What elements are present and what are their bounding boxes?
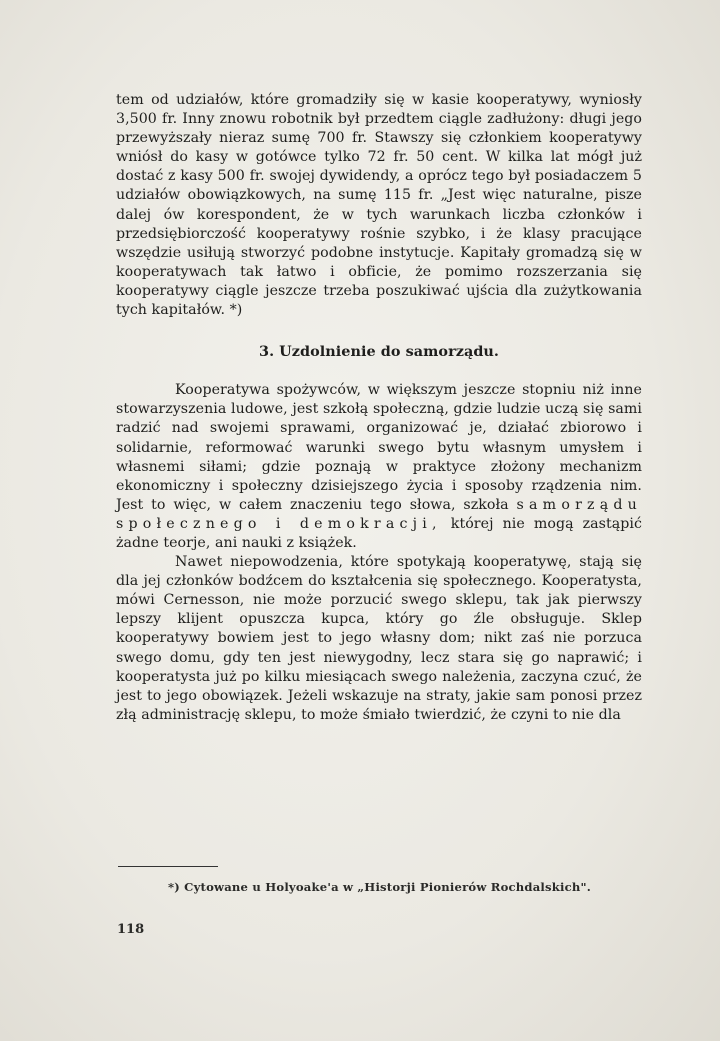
footnote: *) Cytowane u Holyoake'a w „Historji Pionierów Rochdalskich".: [168, 880, 591, 894]
page-number: 118: [117, 922, 145, 937]
section-heading: 3. Uzdolnienie do samorządu.: [259, 343, 499, 361]
footnote-divider: [118, 866, 218, 867]
paragraph: [116, 381, 642, 553]
paragraph-continued: [116, 91, 642, 320]
paragraph-text: której nie mogą zastąpić żadne teorje, ani nauki z książek.: [116, 515, 642, 551]
paragraph-text: tem od udziałów, które gromadziły się w kasie kooperatywy, wyniosły 3,500 fr. Inny znowu robotnik był przedtem ciągle zadłużony: długi jego przewyższały nieraz sumę 700 fr. Stawszy się członkiem kooperatywy wniósł do kasy w gotówce tylko 72 fr. 50 cent. W kilka lat mógł już dostać z kasy 500 fr. swojej dywidendy, a oprócz tego był posiadaczem 5 udziałów obowiązkowych, na sumę 115 fr. „Jest więc naturalne, pisze dalej ów korespondent, że w tych warunkach liczba członków i przedsiębiorczość kooperatywy rośnie szybko, i że klasy pracujące wszędzie usiłują stworzyć podobne instytucje. Kapitały gromadzą się w kooperatywach tak łatwo i obficie, że pomimo rozszerzania się kooperatywy ciągle jeszcze trzeba poszukiwać ujścia dla zużytkowania tych kapitałów.: [116, 92, 642, 319]
paragraph-text: Kooperatywa spożywców, w większym jeszcze stopniu niż inne stowarzyszenia ludowe, jest szkołą społeczną, gdzie ludzie uczą się sami radzić nad swojemi sprawami, organizować je, działać zbiorowo i solidarnie, reformować warunki swego bytu własnym umysłem i własnemi siłami; gdzie poznają w praktyce złożony mechanizm ekonomiczny i społeczny dzisiejszego życia i sposoby rządzenia nim. Jest to więc, w całem znaczeniu tego słowa, szkoła: [116, 382, 642, 513]
paragraph: Nawet niepowodzenia, które spotykają kooperatywę, stają się dla jej członków bodźcem do kształcenia się społecznego. Kooperatysta, mówi Cernesson, nie może porzucić swego sklepu, tak jak pierwszy lepszy klijent opuszcza kupca, który go źle obsługuje. Sklep kooperatywy bowiem jest to jego własny dom; nikt zaś nie porzuca swego domu, gdy ten jest niewygodny, lecz stara się go naprawić; i kooperatysta już po kilku miesiącach swego należenia, zaczyna czuć, że jest to jego obowiązek. Jeżeli wskazuje na straty, jakie sam ponosi przez złą administrację sklepu, to może śmiało twierdzić, że czyni to nie dla: [116, 554, 642, 723]
body-text: [116, 91, 642, 725]
footnote-reference: *): [229, 302, 243, 319]
emphasized-phrase: samorządu społecznego i demokracji,: [116, 496, 642, 532]
